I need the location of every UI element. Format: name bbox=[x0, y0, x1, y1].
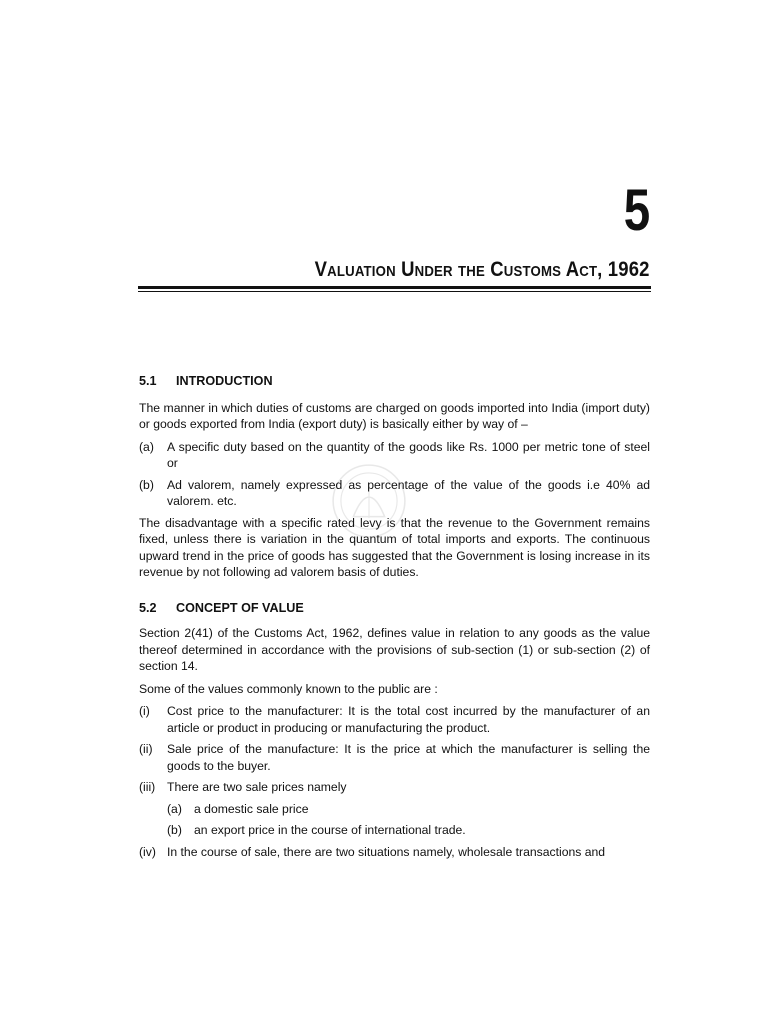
title-rule-thin bbox=[138, 291, 651, 292]
sub-list-item-text: a domestic sale price bbox=[194, 801, 309, 816]
sub-list-item-label: (a) bbox=[167, 801, 182, 816]
list-item-label: (iv) bbox=[139, 844, 156, 859]
sub-list-item-label: (b) bbox=[167, 823, 182, 837]
list-item bbox=[139, 844, 650, 861]
list-item-text: Cost price to the manufacturer: It is the total cost incurred by the manufacturer of an article or product in producing or manufacturing the product. bbox=[167, 704, 650, 735]
section-number: 5.1 bbox=[139, 374, 157, 388]
list-item-label: (a) bbox=[139, 439, 154, 454]
title-rule-thick bbox=[138, 286, 651, 289]
chapter-title: Valuation Under the Customs Act, 1962 bbox=[315, 258, 650, 281]
chapter-number: 5 bbox=[623, 178, 650, 243]
sub-list-item bbox=[167, 801, 650, 818]
list-item bbox=[139, 703, 650, 736]
definition-paragraph: Section 2(41) of the Customs Act, 1962, defines value in relation to any goods as the value thereof determined in accordance with the provisions of sub-section (1) or sub-section (2) of section 14. bbox=[139, 626, 650, 673]
list-item-text: A specific duty based on the quantity of the goods like Rs. 1000 per metric tone of steel or bbox=[167, 439, 650, 470]
section-title: CONCEPT OF VALUE bbox=[176, 600, 304, 615]
sub-list-item-text: an export price in the course of international trade. bbox=[194, 823, 466, 837]
list-item bbox=[139, 741, 650, 774]
closing-paragraph: The disadvantage with a specific rated levy is that the revenue to the Government remains fixed, unless there is variation in the quantum of total imports and exports. The continuous upward trend in the price of goods has suggested that the Government is losing increase in its revenue by not following ad valorem basis of duties. bbox=[139, 515, 650, 579]
list-item-text: In the course of sale, there are two situations namely, wholesale transactions and bbox=[167, 844, 606, 859]
list-item bbox=[139, 477, 650, 510]
list-item-text: Sale price of the manufacture: It is the price at which the manufacturer is selling the goods to the buyer. bbox=[167, 742, 650, 773]
list-item-label: (i) bbox=[139, 704, 150, 718]
list-item-label: (b) bbox=[139, 477, 154, 492]
section-heading-introduction bbox=[139, 373, 650, 390]
section-number: 5.2 bbox=[139, 600, 157, 615]
sub-list-item bbox=[167, 822, 650, 839]
list-item bbox=[139, 439, 650, 472]
intro-paragraph: The manner in which duties of customs are charged on goods imported into India (import duty) or goods exported from India (export duty) is basically either by way of – bbox=[139, 400, 650, 431]
list-item-label: (ii) bbox=[139, 742, 153, 756]
values-intro-paragraph: Some of the values commonly known to the public are : bbox=[139, 681, 438, 696]
list-item bbox=[139, 779, 650, 796]
section-title: INTRODUCTION bbox=[176, 374, 273, 388]
list-item-text: There are two sale prices namely bbox=[167, 780, 347, 794]
list-item-label: (iii) bbox=[139, 780, 156, 794]
section-heading-concept-of-value bbox=[139, 600, 650, 617]
list-item-text: Ad valorem, namely expressed as percentage of the value of the goods i.e 40% ad valorem. etc. bbox=[167, 477, 650, 508]
body-content bbox=[139, 373, 650, 865]
